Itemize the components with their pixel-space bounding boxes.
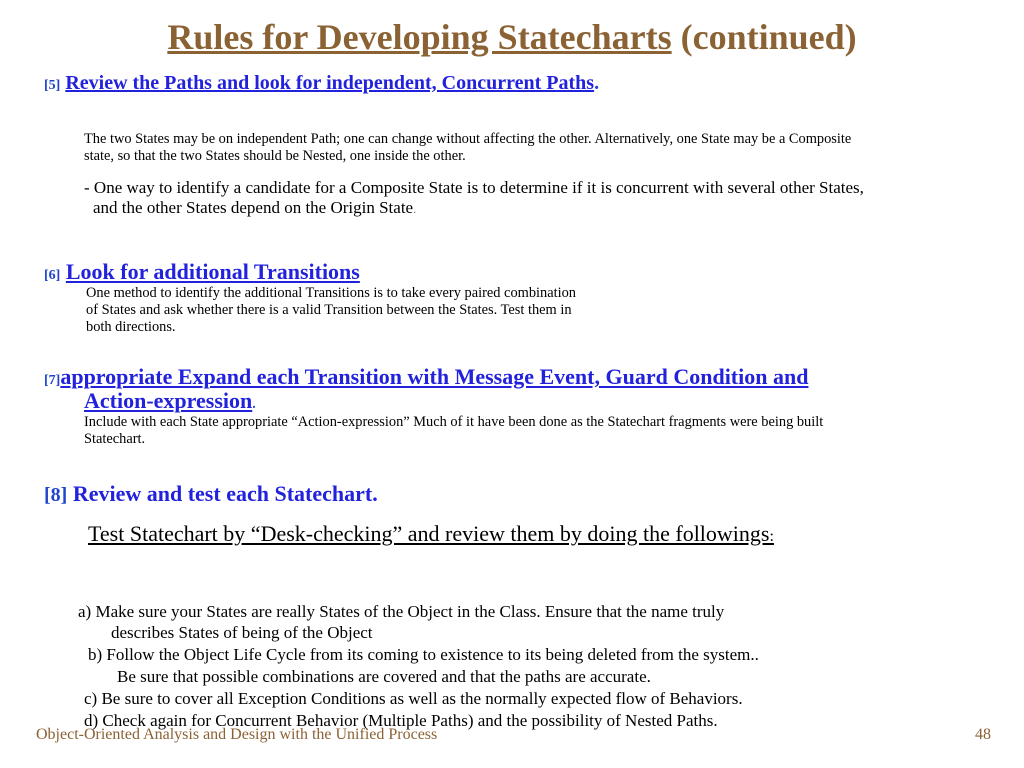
checklist-item-a-line1: a) Make sure your States are really States of the Object in the Class. Ensure that the name truly <box>78 602 725 621</box>
section-7-line1: Include with each State appropriate “Action-expression” Much of it have been done as the Statechart fragments were being built <box>84 414 824 430</box>
section-7-line2: Statechart. <box>84 431 146 447</box>
section-5-title-end: . <box>594 72 600 94</box>
section-6-line2: of States and ask whether there is a valid Transition between the States. Test them in <box>86 302 572 318</box>
checklist-item-b-line2: Be sure that possible combinations are covered and that the paths are accurate. <box>117 667 651 686</box>
section-6-line1: One method to identify the additional Transitions is to take every paired combination <box>86 285 576 301</box>
section-8-number: [8] <box>44 484 68 506</box>
checklist-item-a-line2: describes States of being of the Object <box>111 623 373 642</box>
section-5-heading <box>44 72 599 95</box>
section-5-para1-line1: The two States may be on independent Path; one can change without affecting the other. Alternatively, one State may be a Composite <box>84 131 852 147</box>
section-5-para2-line2-text: and the other States depend on the Origin State <box>93 198 414 217</box>
section-7-number: [7] <box>44 373 61 388</box>
section-7-title-end: . <box>252 397 256 412</box>
slide-title-main: Rules for Developing Statecharts <box>167 17 672 57</box>
section-5-para2-line2 <box>93 198 416 219</box>
section-6-title: Look for additional Transitions <box>65 259 360 284</box>
footer-page-number: 48 <box>975 726 991 743</box>
section-5-para2-line1: - One way to identify a candidate for a Composite State is to determine if it is concurrent with several other States, <box>84 178 864 197</box>
section-5-number: [5] <box>44 78 61 93</box>
checklist-item-c: c) Be sure to cover all Exception Conditions as well as the normally expected flow of Behaviors. <box>84 689 743 708</box>
section-6-heading <box>44 259 360 285</box>
section-5-para2-end: . <box>413 202 417 216</box>
section-8-heading <box>44 481 378 507</box>
section-8-title: Review and test each Statechart. <box>72 481 378 506</box>
slide-title <box>0 16 1024 58</box>
section-8-subheading-end: : <box>769 528 774 545</box>
checklist-item-b-line1: b) Follow the Object Life Cycle from its coming to existence to its being deleted from the system.. <box>88 645 759 664</box>
section-5-para1-line2: state, so that the two States should be Nested, one inside the other. <box>84 148 466 164</box>
section-8-subheading <box>88 521 774 547</box>
section-7-heading <box>44 364 808 390</box>
checklist-item-d: d) Check again for Concurrent Behavior (Multiple Paths) and the possibility of Nested Paths. <box>84 711 718 730</box>
section-8-subheading-text: Test Statechart by “Desk-checking” and review them by doing the followings <box>88 521 770 546</box>
section-5-title: Review the Paths and look for independent, Concurrent Paths <box>65 72 595 94</box>
section-7-title-line2: Action-expression <box>84 388 253 413</box>
footer-course-title: Object-Oriented Analysis and Design with the Unified Process <box>36 726 438 743</box>
slide-title-suffix: (continued) <box>671 17 857 57</box>
section-6-number: [6] <box>44 268 61 283</box>
section-7-title-line1: appropriate Expand each Transition with Message Event, Guard Condition and <box>60 364 809 389</box>
section-6-line3: both directions. <box>86 319 176 335</box>
section-7-heading-line2 <box>84 388 256 414</box>
